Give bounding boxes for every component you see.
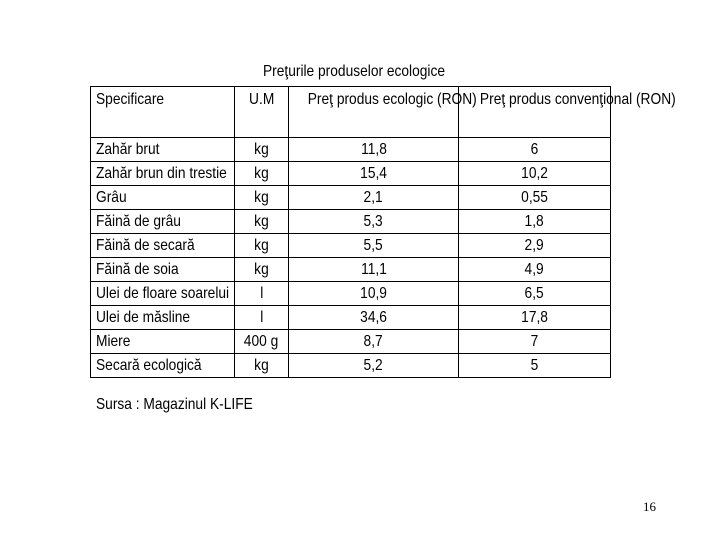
cell-um: kg: [235, 354, 289, 378]
page-number: 16: [643, 499, 656, 514]
table-row: [91, 210, 611, 234]
cell-pret-conventional: 2,9: [459, 234, 611, 258]
cell-pret-conventional: 17,8: [459, 306, 611, 330]
table-body: [91, 138, 611, 378]
cell-pret-ecologic: 11,1: [289, 258, 459, 282]
cell-specificare: Făină de soia: [91, 258, 235, 282]
source-note: Sursa : Magazinul K-LIFE: [96, 396, 253, 413]
table-row: [91, 186, 611, 210]
cell-specificare: Zahăr brut: [91, 138, 235, 162]
cell-um: 400 g: [235, 330, 289, 354]
cell-um: kg: [235, 234, 289, 258]
cell-specificare: Ulei de floare soarelui: [91, 282, 235, 306]
table-row: [91, 354, 611, 378]
cell-pret-ecologic: 2,1: [289, 186, 459, 210]
cell-pret-ecologic: 34,6: [289, 306, 459, 330]
cell-um: l: [235, 282, 289, 306]
cell-specificare: Făină de secară: [91, 234, 235, 258]
cell-specificare: Miere: [91, 330, 235, 354]
cell-pret-ecologic: 8,7: [289, 330, 459, 354]
table-title: Preţurile produselor ecologice: [262, 63, 446, 80]
cell-specificare: Grâu: [91, 186, 235, 210]
table-row: [91, 162, 611, 186]
cell-specificare: Zahăr brun din trestie: [91, 162, 235, 186]
table-row: [91, 258, 611, 282]
table-row: [91, 282, 611, 306]
cell-um: kg: [235, 258, 289, 282]
cell-um: kg: [235, 210, 289, 234]
header-pret-conventional: Preţ produs convenţional (RON): [459, 87, 611, 138]
header-specificare: Specificare: [91, 87, 235, 138]
cell-pret-conventional: 6,5: [459, 282, 611, 306]
cell-um: kg: [235, 186, 289, 210]
cell-pret-ecologic: 11,8: [289, 138, 459, 162]
cell-pret-conventional: 4,9: [459, 258, 611, 282]
cell-pret-ecologic: 10,9: [289, 282, 459, 306]
header-pret-ecologic: Preţ produs ecologic (RON): [289, 87, 459, 138]
cell-um: kg: [235, 138, 289, 162]
cell-pret-conventional: 10,2: [459, 162, 611, 186]
cell-specificare: Făină de grâu: [91, 210, 235, 234]
header-um: U.M: [235, 87, 289, 138]
table-header-row: [91, 87, 611, 138]
table-row: [91, 330, 611, 354]
cell-um: kg: [235, 162, 289, 186]
table-row: [91, 234, 611, 258]
cell-pret-ecologic: 15,4: [289, 162, 459, 186]
cell-pret-conventional: 1,8: [459, 210, 611, 234]
cell-pret-conventional: 7: [459, 330, 611, 354]
cell-pret-conventional: 0,55: [459, 186, 611, 210]
cell-pret-ecologic: 5,2: [289, 354, 459, 378]
cell-specificare: Ulei de măsline: [91, 306, 235, 330]
cell-pret-ecologic: 5,5: [289, 234, 459, 258]
cell-um: l: [235, 306, 289, 330]
cell-specificare: Secară ecologică: [91, 354, 235, 378]
prices-table: [90, 86, 676, 378]
cell-pret-conventional: 6: [459, 138, 611, 162]
cell-pret-conventional: 5: [459, 354, 611, 378]
cell-pret-ecologic: 5,3: [289, 210, 459, 234]
table-row: [91, 138, 611, 162]
table-row: [91, 306, 611, 330]
